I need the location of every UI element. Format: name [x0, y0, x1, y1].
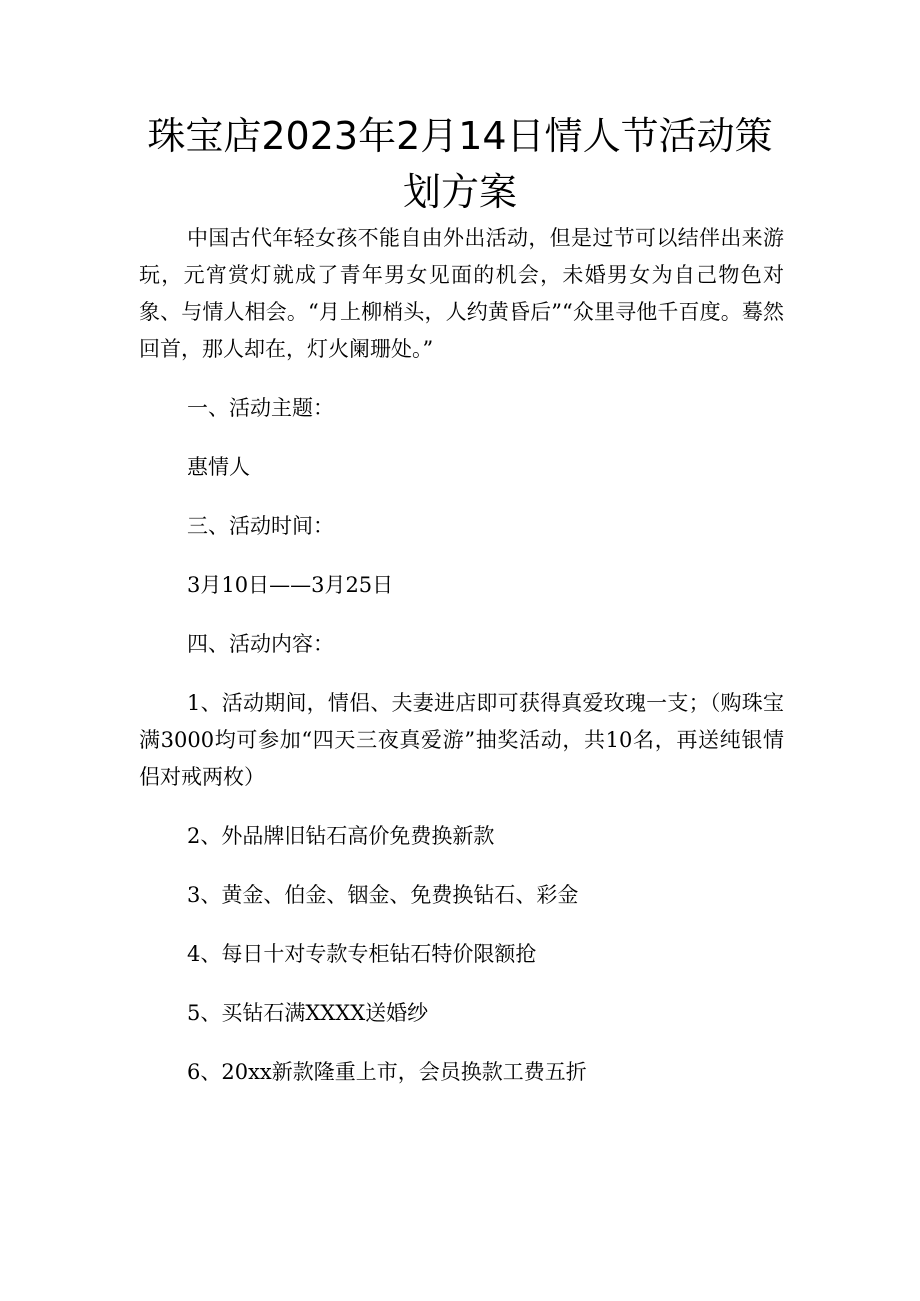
- content-item-2: 2、外品牌旧钻石高价免费换新款: [187, 824, 495, 848]
- intro-paragraph: 中国古代年轻女孩不能自由外出活动，但是过节可以结伴出来游玩，元宵赏灯就成了青年男女见面的机会，未婚男女为自己物色对象、与情人相会。“月上柳梢头，人约黄昏后”“众里寻他千百度。蓦然回首，那人却在，灯火阑珊处。”: [139, 226, 784, 361]
- theme-value: 惠情人: [187, 455, 250, 479]
- content-item-5: 5、买钻石满XXXX送婚纱: [187, 1001, 429, 1025]
- content-heading: 四、活动内容：: [187, 632, 334, 656]
- document-title: 珠宝店2023年2月14日情人节活动策划方案: [147, 114, 773, 214]
- document-body: [139, 220, 784, 1091]
- time-value: 3月10日——3月25日: [187, 573, 394, 597]
- content-item-3: 3、黄金、伯金、铟金、免费换钻石、彩金: [187, 883, 579, 907]
- content-item-4: 4、每日十对专款专柜钻石特价限额抢: [187, 942, 537, 966]
- content-item-6: 6、20xx新款隆重上市，会员换款工费五折: [187, 1060, 587, 1084]
- time-heading: 三、活动时间：: [187, 514, 334, 538]
- theme-heading: 一、活动主题：: [187, 396, 334, 420]
- content-item-1: 1、活动期间，情侣、夫妻进店即可获得真爱玫瑰一支；（购珠宝满3000均可参加“四天三夜真爱游”抽奖活动，共10名，再送纯银情侣对戒两枚）: [139, 691, 784, 789]
